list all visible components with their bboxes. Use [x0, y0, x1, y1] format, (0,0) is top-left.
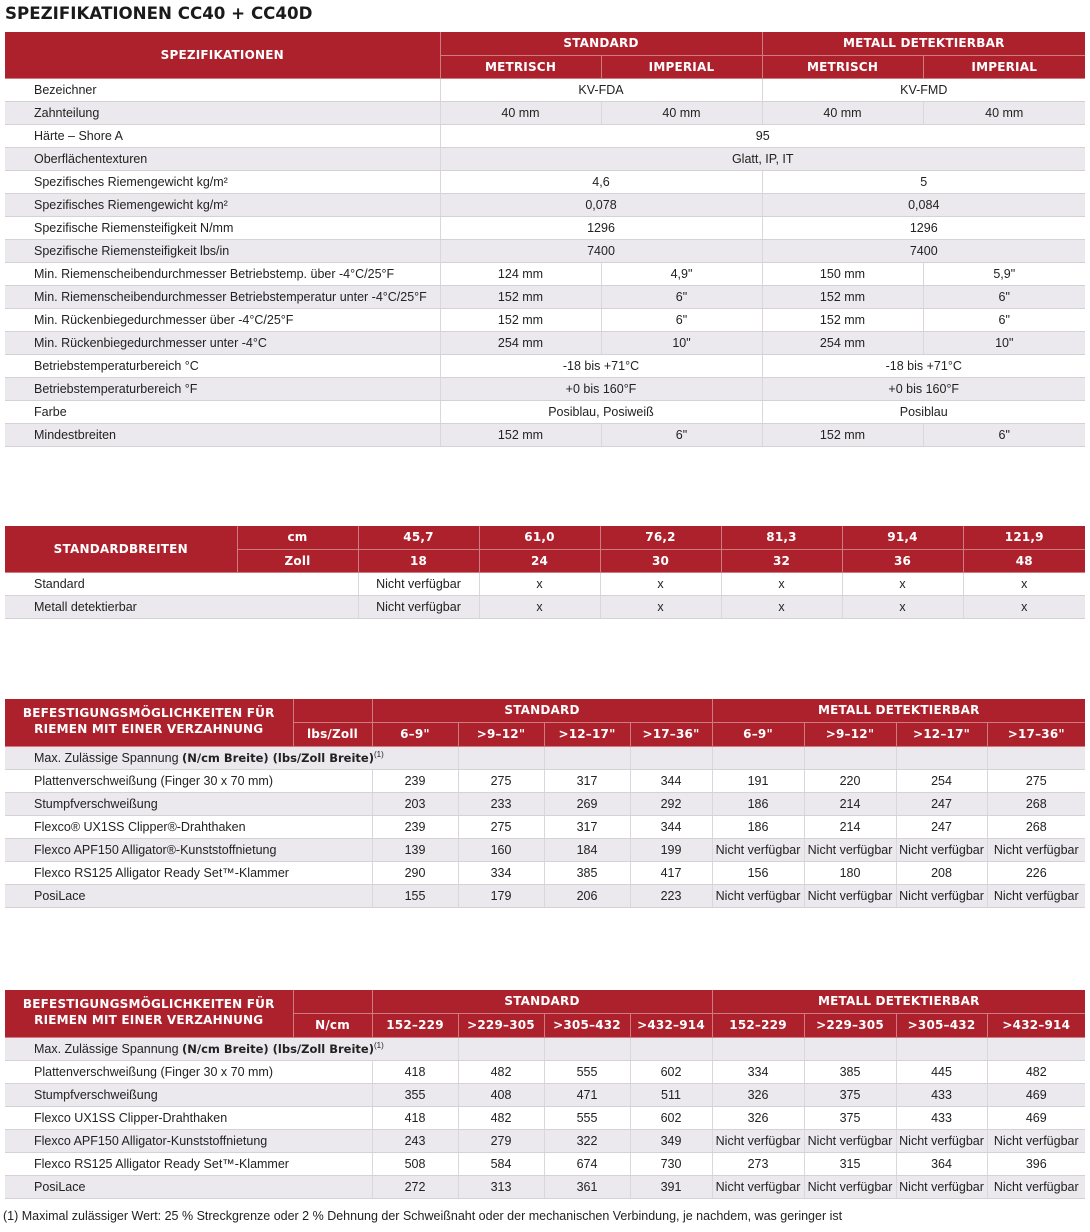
spec-value: 6": [923, 308, 1085, 331]
fastener-metric-value: Nicht verfügbar: [712, 1129, 804, 1152]
spec-row: [5, 239, 1085, 262]
fastener-metric-value: 385: [804, 1060, 896, 1083]
width-inch-header: 32: [721, 549, 842, 572]
fastener-imperial-value: 385: [544, 861, 630, 884]
fastener-metric-subheader-label: [5, 1037, 384, 1060]
fastener-imperial-value: 317: [544, 769, 630, 792]
spec-row: [5, 331, 1085, 354]
spec-value-standard: KV-FDA: [440, 78, 762, 101]
fastener-metric-empty: [458, 1037, 544, 1060]
spec-label: Härte – Shore A: [5, 124, 440, 147]
fastener-metric-value: 326: [712, 1083, 804, 1106]
width-inch-header: 18: [358, 549, 479, 572]
fastener-imperial-value: Nicht verfügbar: [896, 884, 987, 907]
fastener-imperial-value: 417: [630, 861, 712, 884]
fastener-imperial-value: 186: [712, 792, 804, 815]
fastener-metric-row: [5, 1152, 1085, 1175]
fastener-metric-value: 730: [630, 1152, 712, 1175]
fastener-metric-title: [5, 990, 293, 1037]
fastener-imperial-empty: [804, 746, 896, 769]
fastener-metric-empty: [544, 1037, 630, 1060]
fastener-metric-row: [5, 1106, 1085, 1129]
fastener-imperial-range-header: 6–9": [372, 722, 458, 746]
fastener-imperial-value: 155: [372, 884, 458, 907]
width-inch-header: 48: [963, 549, 1085, 572]
fastener-metric-value: 508: [372, 1152, 458, 1175]
fastener-metric-value: 375: [804, 1083, 896, 1106]
standard-metric-header: METRISCH: [440, 55, 601, 78]
widths-value: x: [963, 595, 1085, 618]
fastener-imperial-subheader-label: [5, 746, 384, 769]
fastener-imperial-row: [5, 769, 1085, 792]
subheader-text: Max. Zulässige Spannung: [34, 751, 183, 766]
width-cm-header: 81,3: [721, 526, 842, 549]
fastener-imperial-row: [5, 861, 1085, 884]
fastener-imperial-row: [5, 838, 1085, 861]
fastener-metric-value: 375: [804, 1106, 896, 1129]
fastener-imperial-value: 206: [544, 884, 630, 907]
spec-value-metal: 5: [762, 170, 1085, 193]
spec-value: 254 mm: [762, 331, 923, 354]
fastener-metric-value: 361: [544, 1175, 630, 1198]
fastener-imperial-value: Nicht verfügbar: [987, 884, 1085, 907]
fastener-metric-range-header: >305–432: [544, 1013, 630, 1037]
spec-value-standard: 0,078: [440, 193, 762, 216]
fastener-imperial-value: 226: [987, 861, 1085, 884]
fastener-imperial-value: 292: [630, 792, 712, 815]
spec-row: [5, 101, 1085, 124]
spec-label: Min. Rückenbiegedurchmesser über -4°C/25°F: [5, 308, 440, 331]
fastener-imperial-value: Nicht verfügbar: [804, 884, 896, 907]
fastener-imperial-value: 180: [804, 861, 896, 884]
widths-value: x: [600, 595, 721, 618]
fastener-imperial-range-header: >12–17": [544, 722, 630, 746]
fastener-metric-value: 273: [712, 1152, 804, 1175]
fastener-imperial-empty: [544, 746, 630, 769]
spec-value: 152 mm: [440, 423, 601, 446]
fastener-imperial-label: Flexco® UX1SS Clipper®-Drahthaken: [5, 815, 372, 838]
fastener-imperial-value: 223: [630, 884, 712, 907]
fastener-imperial-value: 317: [544, 815, 630, 838]
spec-label: Oberflächentexturen: [5, 147, 440, 170]
spec-row: [5, 285, 1085, 308]
fastener-metric-empty: [630, 1037, 712, 1060]
subheader-bold: (N/cm Breite) (lbs/Zoll Breite): [182, 751, 374, 766]
fastener-imperial-value: 214: [804, 815, 896, 838]
spec-row: [5, 147, 1085, 170]
fastener-imperial-title-line2: RIEMEN MIT EINER VERZAHNUNG: [34, 722, 264, 736]
spec-value-metal: +0 bis 160°F: [762, 377, 1085, 400]
spec-value-metal: Posiblau: [762, 400, 1085, 423]
spec-label: Spezifisches Riemengewicht kg/m²: [5, 170, 440, 193]
spec-value-metal: 1296: [762, 216, 1085, 239]
fastener-imperial-value: 186: [712, 815, 804, 838]
width-cm-header: 121,9: [963, 526, 1085, 549]
fastener-metric-range-header: >432–914: [630, 1013, 712, 1037]
spec-value: Glatt, IP, IT: [440, 147, 1085, 170]
fastener-metric-value: 391: [630, 1175, 712, 1198]
fastener-metric-value: 272: [372, 1175, 458, 1198]
fastener-metric-unit-spacer: [293, 990, 372, 1013]
widths-label: Metall detektierbar: [5, 595, 358, 618]
widths-value: x: [479, 595, 600, 618]
fastener-imperial-value: 220: [804, 769, 896, 792]
fastener-metric-value: 334: [712, 1060, 804, 1083]
fastener-imperial-range-header: >17–36": [987, 722, 1085, 746]
fastener-metric-empty: [372, 1037, 458, 1060]
subheader-text: Max. Zulässige Spannung: [34, 1042, 183, 1057]
fastener-imperial-value: 344: [630, 769, 712, 792]
fastener-metric-value: 322: [544, 1129, 630, 1152]
fastener-metric-value: Nicht verfügbar: [987, 1129, 1085, 1152]
spec-header: SPEZIFIKATIONEN: [5, 32, 440, 78]
fastener-imperial-row: [5, 815, 1085, 838]
spec-value: 124 mm: [440, 262, 601, 285]
widths-value: x: [721, 572, 842, 595]
fastener-metric-range-header: 152–229: [372, 1013, 458, 1037]
spec-value: 152 mm: [762, 423, 923, 446]
widths-value: x: [600, 572, 721, 595]
fastener-imperial-value: Nicht verfügbar: [896, 838, 987, 861]
fastener-imperial-value: Nicht verfügbar: [987, 838, 1085, 861]
fastener-metric-title-line2: RIEMEN MIT EINER VERZAHNUNG: [34, 1013, 264, 1027]
fastener-imperial-value: 139: [372, 838, 458, 861]
fastener-imperial-empty: [712, 746, 804, 769]
fastener-metric-row: [5, 1083, 1085, 1106]
fastener-imperial-standard-header: STANDARD: [372, 699, 712, 722]
fastener-metric-range-header: >229–305: [458, 1013, 544, 1037]
width-inch-header: 36: [842, 549, 963, 572]
fastener-metric-value: Nicht verfügbar: [804, 1175, 896, 1198]
fastener-imperial-value: 179: [458, 884, 544, 907]
spec-value: 6": [601, 423, 762, 446]
subheader-bold: (N/cm Breite) (lbs/Zoll Breite): [182, 1042, 374, 1057]
spec-value: 40 mm: [440, 101, 601, 124]
fastener-imperial-row: [5, 792, 1085, 815]
fastener-imperial-empty: [896, 746, 987, 769]
spec-value: 4,9": [601, 262, 762, 285]
inch-label: Zoll: [237, 549, 358, 572]
fastener-imperial-value: 184: [544, 838, 630, 861]
fastener-metric-value: 511: [630, 1083, 712, 1106]
spec-value: 5,9": [923, 262, 1085, 285]
fastener-imperial-table: [5, 699, 1085, 908]
spec-row: [5, 78, 1085, 101]
fastener-metric-value: Nicht verfügbar: [896, 1129, 987, 1152]
fastener-imperial-value: 275: [458, 769, 544, 792]
fastener-metric-value: Nicht verfügbar: [987, 1175, 1085, 1198]
widths-value: Nicht verfügbar: [358, 572, 479, 595]
spec-row: [5, 262, 1085, 285]
fastener-metric-value: Nicht verfügbar: [712, 1175, 804, 1198]
fastener-imperial-label: PosiLace: [5, 884, 372, 907]
fastener-imperial-value: 247: [896, 815, 987, 838]
footnote: (1) Maximal zulässiger Wert: 25 % Streckgrenze oder 2 % Dehnung der Schweißnaht oder der mechanischen Verbindung, je nachdem, was geringer ist: [3, 1209, 843, 1223]
spec-label: Spezifische Riemensteifigkeit N/mm: [5, 216, 440, 239]
spec-row: [5, 423, 1085, 446]
fastener-metric-value: 315: [804, 1152, 896, 1175]
spec-label: Min. Rückenbiegedurchmesser unter -4°C: [5, 331, 440, 354]
fastener-metric-value: 355: [372, 1083, 458, 1106]
fastener-imperial-range-header: >9–12": [804, 722, 896, 746]
spec-label: Betriebstemperaturbereich °C: [5, 354, 440, 377]
fastener-metric-value: 396: [987, 1152, 1085, 1175]
fastener-imperial-value: 233: [458, 792, 544, 815]
standard-group-header: STANDARD: [440, 32, 762, 55]
fastener-imperial-value: 214: [804, 792, 896, 815]
widths-label: Standard: [5, 572, 358, 595]
fastener-metric-value: 326: [712, 1106, 804, 1129]
spec-value: 6": [601, 285, 762, 308]
fastener-imperial-metal-header: METALL DETEKTIERBAR: [712, 699, 1085, 722]
fastener-imperial-value: 268: [987, 792, 1085, 815]
cm-label: cm: [237, 526, 358, 549]
metal-metric-header: METRISCH: [762, 55, 923, 78]
fastener-imperial-range-header: 6–9": [712, 722, 804, 746]
spec-value-metal: KV-FMD: [762, 78, 1085, 101]
spec-row: [5, 354, 1085, 377]
spec-value-standard: -18 bis +71°C: [440, 354, 762, 377]
spec-value: 40 mm: [762, 101, 923, 124]
fastener-metric-title-line1: BEFESTIGUNGSMÖGLICHKEITEN FÜR: [22, 997, 275, 1011]
spec-row: [5, 308, 1085, 331]
fastener-metric-value: 482: [458, 1060, 544, 1083]
spec-row: [5, 400, 1085, 423]
fastener-imperial-range-header: >17–36": [630, 722, 712, 746]
fastener-metric-value: 418: [372, 1060, 458, 1083]
fastener-metric-range-header: 152–229: [712, 1013, 804, 1037]
fastener-metric-row: [5, 1060, 1085, 1083]
fastener-metric-value: 469: [987, 1106, 1085, 1129]
footnote-ref: (1): [373, 1040, 384, 1050]
fastener-metric-value: Nicht verfügbar: [896, 1175, 987, 1198]
fastener-imperial-label: Stumpfverschweißung: [5, 792, 372, 815]
spec-value: 254 mm: [440, 331, 601, 354]
width-inch-header: 24: [479, 549, 600, 572]
spec-row: [5, 216, 1085, 239]
standard-imperial-header: IMPERIAL: [601, 55, 762, 78]
spec-value-metal: 0,084: [762, 193, 1085, 216]
fastener-imperial-title: [5, 699, 293, 746]
fastener-imperial-value: 268: [987, 815, 1085, 838]
fastener-metric-value: 674: [544, 1152, 630, 1175]
fastener-imperial-range-header: >12–17": [896, 722, 987, 746]
fastener-metric-empty: [712, 1037, 804, 1060]
fastener-metric-value: Nicht verfügbar: [804, 1129, 896, 1152]
fastener-imperial-range-header: >9–12": [458, 722, 544, 746]
fastener-imperial-value: 239: [372, 769, 458, 792]
spec-value: 95: [440, 124, 1085, 147]
fastener-metric-value: 418: [372, 1106, 458, 1129]
fastener-metric-unit-header: N/cm: [293, 1013, 372, 1037]
fastener-metric-value: 482: [458, 1106, 544, 1129]
fastener-metric-empty: [896, 1037, 987, 1060]
spec-value-standard: Posiblau, Posiweiß: [440, 400, 762, 423]
fastener-imperial-row: [5, 884, 1085, 907]
fastener-metric-value: 313: [458, 1175, 544, 1198]
fastener-metric-table: [5, 990, 1085, 1199]
spec-row: [5, 170, 1085, 193]
spec-value-standard: +0 bis 160°F: [440, 377, 762, 400]
widths-row: [5, 595, 1085, 618]
fastener-imperial-value: Nicht verfügbar: [712, 838, 804, 861]
spec-value: 6": [923, 285, 1085, 308]
fastener-imperial-value: 199: [630, 838, 712, 861]
spec-value-standard: 7400: [440, 239, 762, 262]
metal-imperial-header: IMPERIAL: [923, 55, 1085, 78]
width-cm-header: 61,0: [479, 526, 600, 549]
fastener-metric-value: 433: [896, 1106, 987, 1129]
spec-value: 10": [601, 331, 762, 354]
fastener-metric-label: Plattenverschweißung (Finger 30 x 70 mm): [5, 1060, 372, 1083]
spec-label: Bezeichner: [5, 78, 440, 101]
spec-label: Min. Riemenscheibendurchmesser Betriebstemperatur unter -4°C/25°F: [5, 285, 440, 308]
fastener-imperial-value: 208: [896, 861, 987, 884]
fastener-metric-value: 602: [630, 1106, 712, 1129]
fastener-metric-value: 469: [987, 1083, 1085, 1106]
widths-value: x: [479, 572, 600, 595]
fastener-metric-standard-header: STANDARD: [372, 990, 712, 1013]
spec-value: 152 mm: [762, 285, 923, 308]
fastener-imperial-value: 247: [896, 792, 987, 815]
widths-table: [5, 526, 1085, 619]
spec-value: 152 mm: [440, 285, 601, 308]
fastener-metric-empty: [987, 1037, 1085, 1060]
spec-label: Farbe: [5, 400, 440, 423]
spec-label: Min. Riemenscheibendurchmesser Betriebstemp. über -4°C/25°F: [5, 262, 440, 285]
fastener-metric-empty: [804, 1037, 896, 1060]
spec-label: Zahnteilung: [5, 101, 440, 124]
fastener-metric-row: [5, 1129, 1085, 1152]
fastener-metric-value: 445: [896, 1060, 987, 1083]
spec-label: Mindestbreiten: [5, 423, 440, 446]
spec-label: Betriebstemperaturbereich °F: [5, 377, 440, 400]
fastener-metric-label: Flexco APF150 Alligator-Kunststoffnietung: [5, 1129, 372, 1152]
width-inch-header: 30: [600, 549, 721, 572]
spec-value: 40 mm: [923, 101, 1085, 124]
fastener-metric-label: PosiLace: [5, 1175, 372, 1198]
fastener-imperial-title-line1: BEFESTIGUNGSMÖGLICHKEITEN FÜR: [22, 706, 275, 720]
fastener-imperial-value: 156: [712, 861, 804, 884]
fastener-imperial-unit-spacer: [293, 699, 372, 722]
spec-label: Spezifische Riemensteifigkeit lbs/in: [5, 239, 440, 262]
fastener-metric-value: 555: [544, 1060, 630, 1083]
spec-value: 152 mm: [762, 308, 923, 331]
fastener-metric-value: 555: [544, 1106, 630, 1129]
spec-row: [5, 377, 1085, 400]
fastener-metric-value: 243: [372, 1129, 458, 1152]
width-cm-header: 45,7: [358, 526, 479, 549]
spec-label: Spezifisches Riemengewicht kg/m²: [5, 193, 440, 216]
spec-value-standard: 1296: [440, 216, 762, 239]
fastener-imperial-value: 290: [372, 861, 458, 884]
footnote-ref: (1): [373, 749, 384, 759]
spec-value: 6": [601, 308, 762, 331]
fastener-imperial-value: 275: [987, 769, 1085, 792]
fastener-metric-range-header: >229–305: [804, 1013, 896, 1037]
spec-value: 6": [923, 423, 1085, 446]
fastener-imperial-value: 254: [896, 769, 987, 792]
fastener-imperial-label: Flexco APF150 Alligator®-Kunststoffnietung: [5, 838, 372, 861]
width-cm-header: 91,4: [842, 526, 963, 549]
fastener-imperial-subheader-row: [5, 746, 1085, 769]
fastener-imperial-label: Plattenverschweißung (Finger 30 x 70 mm): [5, 769, 372, 792]
fastener-metric-value: 602: [630, 1060, 712, 1083]
spec-value-metal: -18 bis +71°C: [762, 354, 1085, 377]
fastener-imperial-value: Nicht verfügbar: [712, 884, 804, 907]
fastener-metric-value: 584: [458, 1152, 544, 1175]
fastener-metric-value: 364: [896, 1152, 987, 1175]
fastener-imperial-value: 160: [458, 838, 544, 861]
widths-value: x: [842, 572, 963, 595]
fastener-metric-value: 349: [630, 1129, 712, 1152]
fastener-metric-label: Flexco UX1SS Clipper-Drahthaken: [5, 1106, 372, 1129]
spec-value-metal: 7400: [762, 239, 1085, 262]
fastener-imperial-value: 191: [712, 769, 804, 792]
fastener-metric-value: 408: [458, 1083, 544, 1106]
fastener-metric-metal-header: METALL DETEKTIERBAR: [712, 990, 1085, 1013]
fastener-imperial-value: Nicht verfügbar: [804, 838, 896, 861]
spec-value: 150 mm: [762, 262, 923, 285]
spec-value: 40 mm: [601, 101, 762, 124]
fastener-metric-label: Stumpfverschweißung: [5, 1083, 372, 1106]
widths-value: x: [721, 595, 842, 618]
fastener-metric-range-header: >432–914: [987, 1013, 1085, 1037]
fastener-metric-value: 471: [544, 1083, 630, 1106]
fastener-metric-value: 279: [458, 1129, 544, 1152]
widths-row: [5, 572, 1085, 595]
fastener-metric-row: [5, 1175, 1085, 1198]
fastener-metric-subheader-row: [5, 1037, 1085, 1060]
fastener-imperial-empty: [458, 746, 544, 769]
widths-title: STANDARDBREITEN: [5, 526, 237, 572]
page-title: SPEZIFIKATIONEN CC40 + CC40D: [5, 4, 313, 24]
fastener-metric-range-header: >305–432: [896, 1013, 987, 1037]
widths-value: x: [963, 572, 1085, 595]
fastener-imperial-empty: [372, 746, 458, 769]
fastener-imperial-label: Flexco RS125 Alligator Ready Set™-Klammer: [5, 861, 372, 884]
fastener-imperial-value: 203: [372, 792, 458, 815]
fastener-imperial-value: 334: [458, 861, 544, 884]
fastener-imperial-value: 269: [544, 792, 630, 815]
fastener-metric-value: 482: [987, 1060, 1085, 1083]
spec-value-standard: 4,6: [440, 170, 762, 193]
metal-group-header: METALL DETEKTIERBAR: [762, 32, 1085, 55]
spec-value: 152 mm: [440, 308, 601, 331]
spec-value: 10": [923, 331, 1085, 354]
spec-row: [5, 124, 1085, 147]
spec-row: [5, 193, 1085, 216]
width-cm-header: 76,2: [600, 526, 721, 549]
fastener-metric-value: 433: [896, 1083, 987, 1106]
fastener-imperial-empty: [987, 746, 1085, 769]
fastener-imperial-unit-header: lbs/Zoll: [293, 722, 372, 746]
widths-value: Nicht verfügbar: [358, 595, 479, 618]
fastener-imperial-value: 239: [372, 815, 458, 838]
fastener-imperial-value: 344: [630, 815, 712, 838]
spec-table: [5, 32, 1085, 447]
fastener-imperial-empty: [630, 746, 712, 769]
widths-value: x: [842, 595, 963, 618]
fastener-metric-label: Flexco RS125 Alligator Ready Set™-Klammer: [5, 1152, 372, 1175]
fastener-imperial-value: 275: [458, 815, 544, 838]
